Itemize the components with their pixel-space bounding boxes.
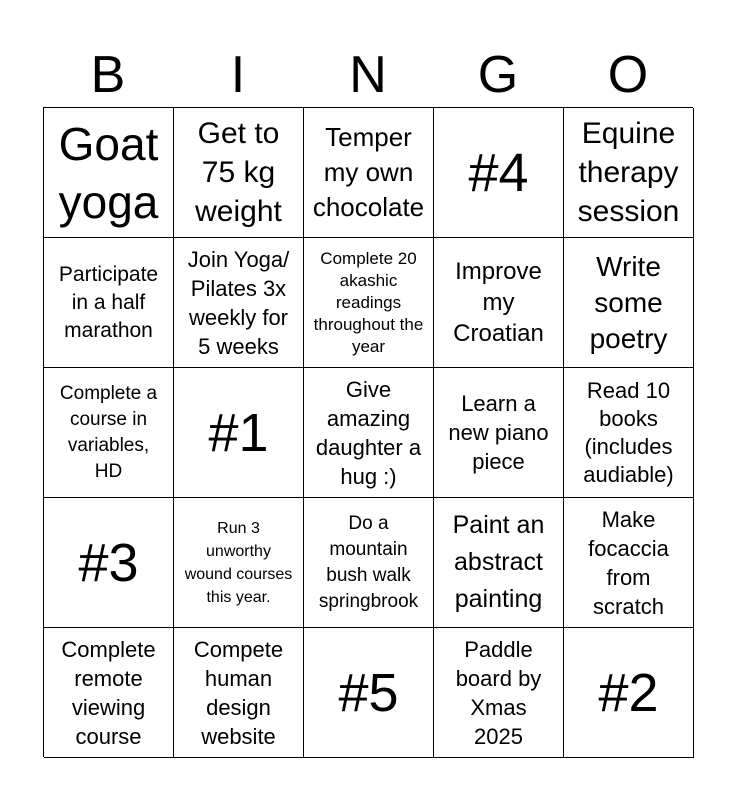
cell-text: Read 10 books (includes audiable) [583,377,674,487]
bingo-cell[interactable] [564,498,694,628]
bingo-cell[interactable] [44,498,174,628]
bingo-cell[interactable] [564,238,694,368]
cell-text: Make focaccia from scratch [588,506,669,619]
bingo-cell[interactable] [174,498,304,628]
bingo-cell[interactable] [174,628,304,758]
header-letter-n: N [349,46,387,104]
header-letter-g: G [477,46,519,104]
bingo-cell[interactable] [304,368,434,498]
cell-text: Do a mountain bush walk springbrook [318,512,419,612]
cell-text: Compete human design website [193,636,284,749]
cell-text: Run 3 unworthy wound courses this year. [184,519,293,606]
cell-text: #3 [78,532,139,593]
header-letter-b: B [90,46,126,104]
bingo-cell[interactable] [304,498,434,628]
cell-text: #1 [208,402,269,463]
bingo-cell[interactable] [564,368,694,498]
bingo-cell[interactable] [44,108,174,238]
cell-text: Temper my own chocolate [312,122,425,222]
bingo-header [43,42,693,108]
cell-text: Participate in a half marathon [58,262,159,342]
bingo-cell[interactable] [174,368,304,498]
bingo-cell[interactable] [434,108,564,238]
bingo-board [43,107,693,757]
cell-text: Complete remote viewing course [61,636,156,749]
bingo-cell[interactable] [304,628,434,758]
cell-text: Complete 20 akashic readings throughout the year [313,248,424,356]
cell-text: Get to 75 kg weight [195,117,282,228]
bingo-cell[interactable] [564,628,694,758]
cell-text: Paint an abstract painting [452,511,545,613]
cell-text: Equine therapy session [577,117,680,228]
cell-text: Complete a course in variables, HD [59,382,158,482]
bingo-cell[interactable] [434,628,564,758]
cell-text: #5 [338,662,399,723]
bingo-cell[interactable] [44,628,174,758]
header-letter-i: I [230,46,246,104]
bingo-cell[interactable] [44,238,174,368]
bingo-cell[interactable] [304,238,434,368]
cell-text: Learn a new piano piece [448,391,549,474]
bingo-cell[interactable] [434,368,564,498]
header-letter-o: O [607,46,649,104]
bingo-cell[interactable] [304,108,434,238]
bingo-cell[interactable] [174,238,304,368]
cell-text: Write some poetry [589,250,668,354]
cell-text: Join Yoga/ Pilates 3x weekly for 5 weeks [187,246,290,359]
cell-text: Paddle board by Xmas 2025 [455,636,542,749]
cell-text: Goat yoga [58,117,159,228]
bingo-cell[interactable] [434,498,564,628]
cell-text: Give amazing daughter a hug :) [315,376,422,489]
cell-text: Improve my Croatian [453,258,544,347]
cell-text: #2 [598,662,659,723]
bingo-cell[interactable] [44,368,174,498]
bingo-cell[interactable] [174,108,304,238]
cell-text: #4 [468,142,529,203]
bingo-cell[interactable] [434,238,564,368]
bingo-cell[interactable] [564,108,694,238]
